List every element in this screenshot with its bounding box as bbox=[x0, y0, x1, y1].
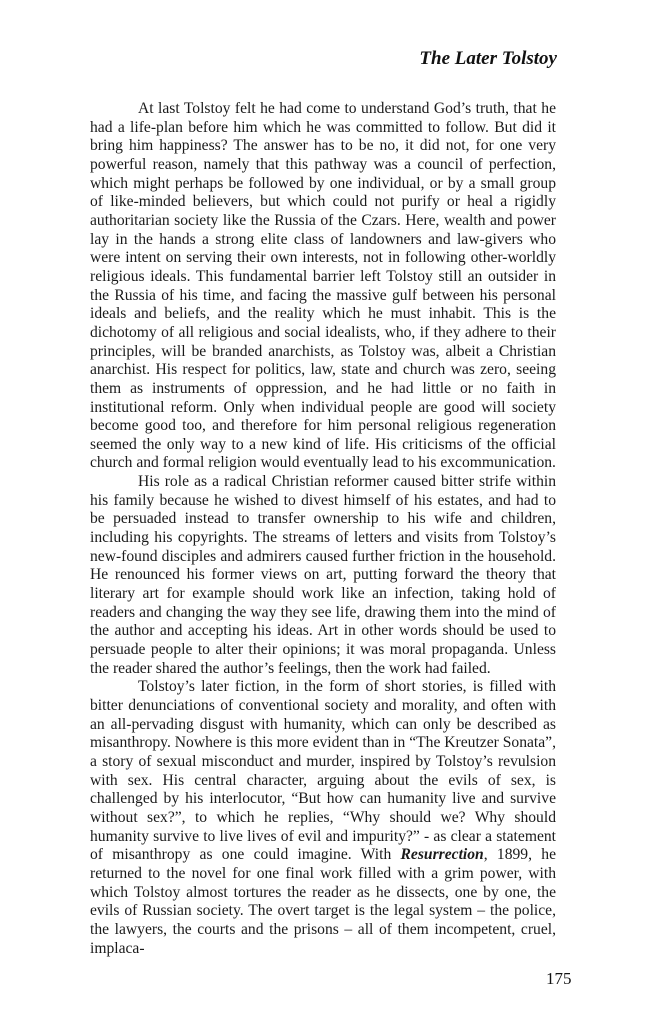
paragraph-2: His role as a radical Christian reformer caused bitter strife within his family because he wished to divest himself of his estates, and had to be persuaded instead to transfer ownership to his wife and children, including his copyrights. The streams of letters and visits from Tolstoy’s new-found disciples and admirers caused further friction in the household. He renounced his former views on art, putting forward the theory that literary art for example should work like an infection, taking hold of readers and changing the way they see life, drawing them into the mind of the author and accepting his ideas. Art in other words should be used to persuade people to alter their opinions; it was moral propaganda. Unless the reader shared the author’s feelings, then the work had failed. bbox=[90, 473, 556, 677]
paragraph-3 bbox=[90, 678, 556, 958]
paragraph-1: At last Tolstoy felt he had come to understand God’s truth, that he had a life-plan before him which he was committed to follow. But did it bring him happiness? The answer has to be no, it did not, for one very powerful reason, namely that this pathway was a council of perfection, which might perhaps be followed by one individual, or by a small group of like-minded believers, but which could not purify or heal a rigidly authoritarian society like the Russia of the Czars. Here, wealth and power lay in the hands a strong elite class of landowners and law-givers who were intent on serving their own interests, not in following other-worldly religious ideals. This fundamental barrier left Tolstoy still an outsider in the Russia of his time, and facing the massive gulf between his personal ideals and beliefs, and the reality which he must inhabit. This is the dichotomy of all religious and social idealists, who, if they adhere to their principles, will be branded anarchists, as Tolstoy was, albeit a Christian anarchist. His respect for politics, law, state and church was zero, seeing them as instruments of oppression, and he had little or no faith in institutional reform. Only when individual people are good will society become good too, and therefore for him personal religious regeneration seemed the only way to a new kind of life. His criticisms of the official church and formal religion would eventually lead to his excommunication. bbox=[90, 100, 556, 472]
running-head-title: The Later Tolstoy bbox=[419, 48, 557, 69]
body-text bbox=[90, 100, 556, 958]
page-number: 175 bbox=[546, 969, 572, 988]
paragraph-3-text-after: , 1899, he returned to the novel for one final work filled with a grim power, with which Tolstoy almost tortures the reader as he dissects, one by one, the evils of Russian society. The overt target is the legal system – the police, the lawyers, the courts and the prisons – all of them incompetent, cruel, implaca- bbox=[90, 846, 556, 957]
paragraph-3-text-before: Tolstoy’s later fiction, in the form of short stories, is filled with bitter denunciations of conventional society and morality, and often with an all-pervading disgust with humanity, which can only be described as misanthropy. Nowhere is this more evident than in “The Kreutzer Sonata”, a story of sexual misconduct and murder, inspired by Tolstoy’s revulsion with sex. His central character, arguing about the evils of sex, is challenged by his interlocutor, “But how can humanity live and survive without sex?”, to which he replies, “Why should we? Why should humanity survive to live lives of evil and impurity?” - as clear a statement of misanthropy as one could imagine. With bbox=[90, 678, 556, 864]
book-title-emphasis: Resurrection bbox=[400, 846, 484, 864]
